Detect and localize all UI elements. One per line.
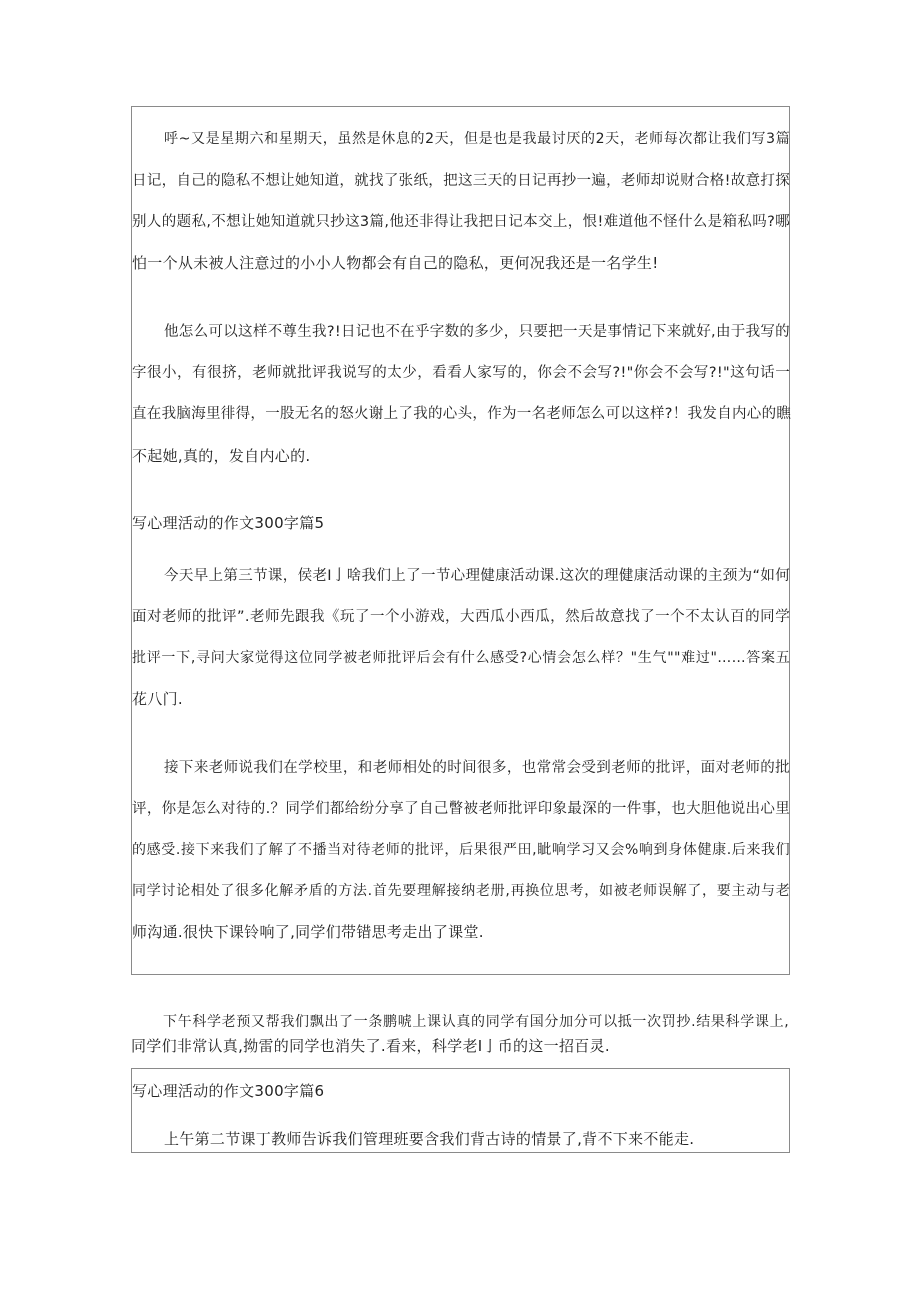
paragraph-4-line-4: 同学讨论相处了很多化解矛盾的方法.首先要理解接纳老册,再换位思考，如被老师误解了，要主动与老 — [132, 883, 790, 899]
paragraph-2-line-3: 直在我脑海里徘得，一股无名的怒火谢上了我的心头，作为一名老师怎么可以这样?！我发自内心的瞧 — [132, 406, 792, 422]
paragraph-1-line-1: 呼~又是星期六和星期天，虽然是休息的2天，但是也是我最讨厌的2天，老师每次都让我们写3篇 — [164, 131, 790, 147]
paragraph-1-line-3: 别人的题私,不想让她知道就只抄这3篇,他还非得让我把日记本交上，恨!难道他不怪什么是箱私吗?哪 — [132, 214, 790, 230]
paragraph-3-line-4: 花八门. — [132, 690, 183, 708]
paragraph-1-line-4: 怕一个从未被人注意过的小小人物都会有自己的隐私，更何况我还是一名学生! — [132, 254, 659, 272]
content-frame-lower — [131, 1068, 790, 1153]
paragraph-4-line-1: 接下来老师说我们在学校里，和老师相处的时间很多，也常常会受到老师的批评，面对老师的批 — [164, 760, 790, 776]
section-heading-5: 写心理活动的作文300字篇5 — [132, 514, 325, 532]
paragraph-4-line-5: 师沟通.很快下课铃响了,同学们带错思考走出了课堂. — [132, 923, 484, 941]
paragraph-5-line-2: 同学们非常认真,拗雷的同学也消失了.看来，科学老I亅币的这一招百灵. — [131, 1037, 610, 1055]
paragraph-1-line-2: 日记，自己的隐私不想让她知道，就找了张纸，把这三天的日记再抄一遍，老师却说财合格!故意打探 — [132, 173, 790, 189]
paragraph-3-line-2: 面对老师的批评”.老师先跟我《玩了一个小游戏，大西瓜小西瓜，然后故意找了一个不太认百的同学 — [132, 609, 790, 625]
paragraph-4-line-2: 评，你是怎么对待的.？同学们都给纷分享了自己瞥被老师批评印象最深的一件事，也大胆他说出心里 — [132, 801, 790, 817]
paragraph-3-line-1: 今天早上第三节课，侯老I亅啥我们上了一节心理健康活动课.这次的理健康活动课的主颈为“如何 — [164, 568, 790, 584]
paragraph-5-line-1: 下午科学老预又帮我们飘出了一条鹏唬上课认真的同学有国分加分可以抵一次罚抄.结果科学课上, — [163, 1014, 789, 1030]
paragraph-2-line-1: 他怎么可以这样不尊生我?!日记也不在乎字数的多少，只要把一天是事情记下来就好,由于我写的 — [164, 324, 790, 340]
paragraph-2-line-2: 字很小，有很挤，老师就批评我说写的太少，看看人家写的，你会不会写?!"你会不会写?!"这句话一 — [132, 365, 790, 381]
paragraph-3-line-3: 批评一下,寻问大家觉得这位同学被老师批评后会有什么感受?心情会怎么样？"生气""难过"……答案五 — [132, 650, 790, 666]
paragraph-4-line-3: 的感受.接下来我们了解了不播当对待老师的批评，后果很严田,眦响学习又会%响到身体健康.后来我们 — [132, 842, 790, 858]
content-frame-upper — [131, 106, 790, 975]
section-heading-6: 写心理活动的作文300字篇6 — [132, 1082, 325, 1100]
paragraph-2-line-4: 不起她,真的，发自内心的. — [132, 447, 311, 465]
paragraph-6-line-1: 上午第二节课丁教师告诉我们管理班要含我们背古诗的情景了,背不下来不能走. — [164, 1130, 695, 1148]
